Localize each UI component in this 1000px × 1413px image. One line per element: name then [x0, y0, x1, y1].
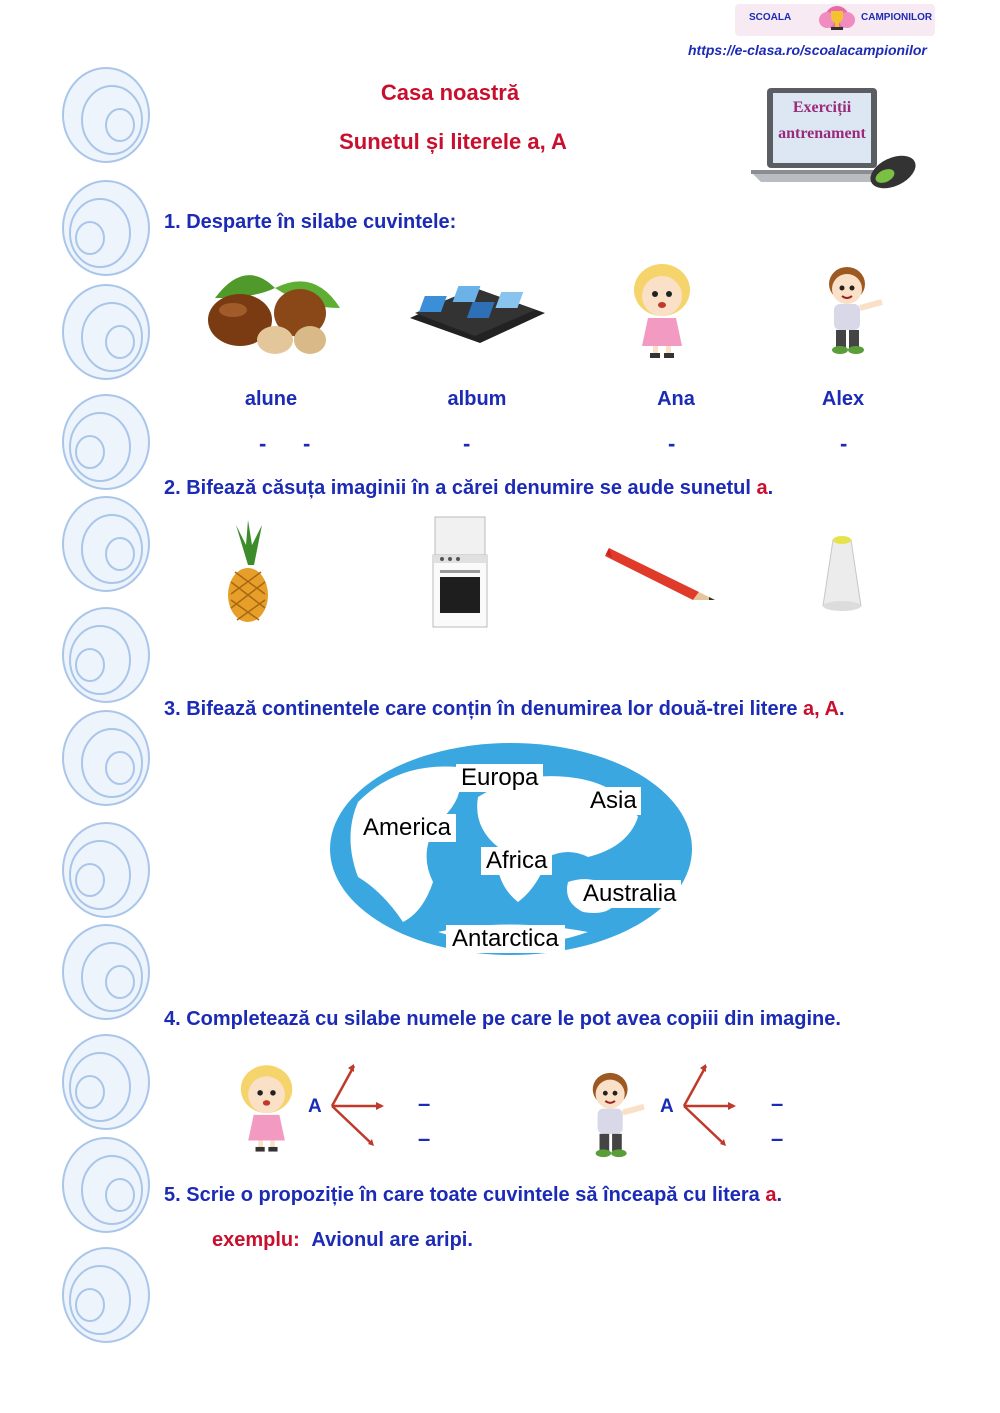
boy-name-letter: A [660, 1096, 674, 1117]
girl-ana-image [620, 260, 705, 360]
page-subtitle: Sunetul și literele a, A [339, 129, 567, 154]
pencil-image[interactable] [605, 540, 720, 602]
logo-right-text: CAMPIONILOR [861, 12, 933, 23]
spiral-ring [60, 65, 152, 165]
spiral-ring [60, 1245, 152, 1345]
pineapple-image[interactable] [213, 520, 283, 625]
school-logo [735, 4, 935, 36]
word-alex: Alex [821, 388, 865, 410]
continent-europa[interactable]: Europa [456, 764, 543, 792]
spiral-ring [60, 494, 152, 594]
continent-antarctica[interactable]: Antarctica [446, 925, 565, 953]
syllable-dashes-ana[interactable]: - [668, 431, 676, 456]
spiral-ring [60, 282, 152, 382]
hazelnuts-image [195, 258, 345, 358]
boy-syllable-blank-2[interactable]: – [771, 1126, 784, 1151]
spiral-ring [60, 1135, 152, 1235]
boy-alex-image [812, 262, 892, 357]
task2-instruction [164, 477, 773, 500]
logo-left-text: SCOALA [749, 12, 792, 23]
spiral-ring [60, 1032, 152, 1132]
task5-period: . [776, 1184, 783, 1206]
task2-period: . [767, 477, 774, 499]
task3-instruction [164, 698, 845, 721]
site-url[interactable]: https://e-clasa.ro/scoalacampionilor [688, 42, 927, 58]
example-label: exemplu: [212, 1229, 300, 1251]
girl-syllable-blank-1[interactable]: – [418, 1091, 431, 1116]
task3-letters: a, A [803, 698, 839, 720]
girl-name-letter: A [308, 1096, 322, 1117]
task2-text: 2. Bifează căsuța imaginii în a cărei denumire se aude sunetul [164, 477, 757, 499]
boy-image [575, 1068, 655, 1160]
girl-image [228, 1060, 306, 1155]
thread-spool-image[interactable] [815, 532, 870, 614]
branch-arrows-icon [680, 1062, 740, 1148]
boy-syllable-blank-1[interactable]: – [771, 1091, 784, 1116]
spiral-ring [60, 922, 152, 1022]
spiral-ring [60, 392, 152, 492]
world-map [328, 742, 694, 957]
spiral-ring [60, 605, 152, 705]
task3-period: . [838, 698, 845, 720]
photo-album-image [405, 268, 550, 348]
example-line [212, 1229, 473, 1252]
continent-america[interactable]: America [358, 814, 456, 842]
syllable-dashes-alune[interactable]: - - [259, 431, 311, 456]
stove-image[interactable] [430, 515, 490, 633]
continent-asia[interactable]: Asia [586, 787, 641, 815]
task5-text: 5. Scrie o propoziție în care toate cuvintele să înceapă cu litera [164, 1184, 766, 1206]
branch-arrows-icon [328, 1062, 388, 1148]
badge-line1: Exerciții [792, 99, 852, 116]
girl-syllable-blank-2[interactable]: – [418, 1126, 431, 1151]
spiral-ring [60, 708, 152, 808]
spiral-ring [60, 178, 152, 278]
continent-australia[interactable]: Australia [578, 880, 681, 908]
syllable-dashes-album[interactable]: - [463, 431, 471, 456]
word-album: album [447, 388, 507, 410]
task3-text: 3. Bifează continentele care conțin în denumirea lor două-trei litere [164, 698, 804, 720]
badge-line2: antrenament [778, 125, 866, 142]
page-title: Casa noastră [380, 80, 520, 105]
task5-instruction [164, 1184, 782, 1207]
syllable-dashes-alex[interactable]: - [840, 431, 848, 456]
example-sentence: Avionul are aripi. [311, 1229, 473, 1251]
word-ana: Ana [657, 388, 695, 410]
trophy-icon [815, 4, 859, 36]
task2-letter: a [756, 477, 768, 499]
task1-instruction: 1. Desparte în silabe cuvintele: [164, 211, 457, 233]
task4-instruction: 4. Completează cu silabe numele pe care le pot avea copiii din imagine. [164, 1008, 841, 1030]
word-alune: alune [244, 388, 298, 410]
continent-africa[interactable]: Africa [481, 847, 552, 875]
laptop-exercise-icon [745, 80, 925, 205]
task5-letter: a [765, 1184, 777, 1206]
spiral-ring [60, 820, 152, 920]
